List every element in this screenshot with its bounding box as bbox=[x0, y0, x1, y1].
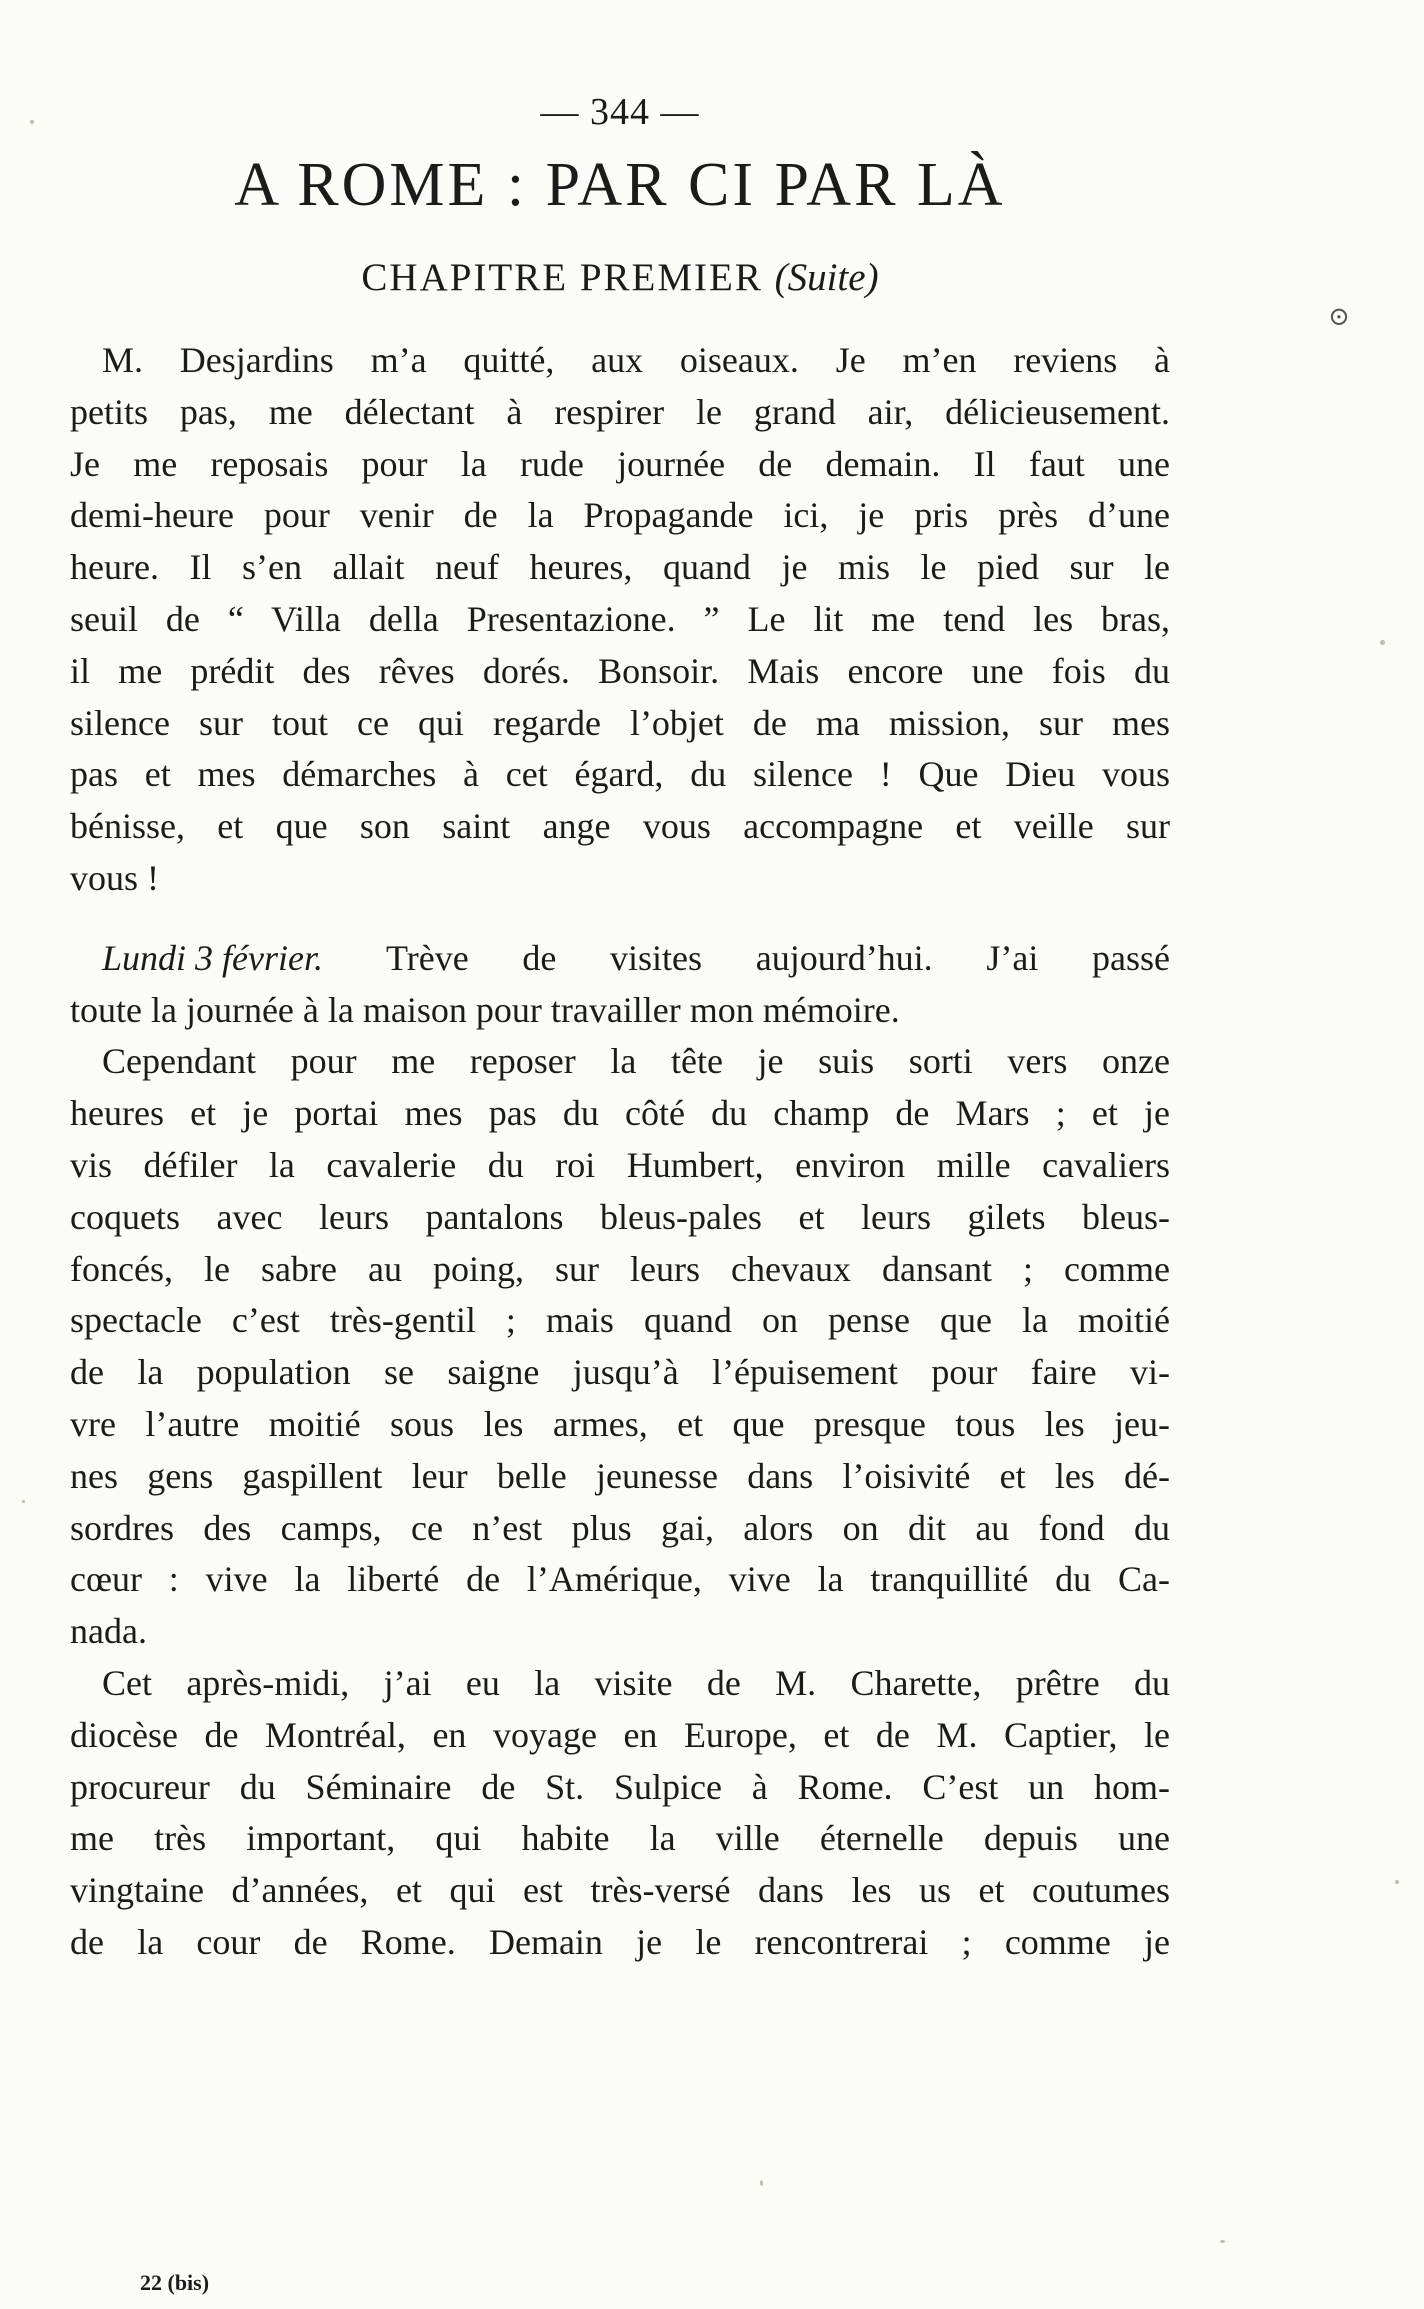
text-line: diocèse de Montréal, en voyage en Europe, et de M. Captier, le bbox=[70, 1714, 1170, 1755]
text-line: Cet après-midi, j’ai eu la visite de M. Charette, prêtre du bbox=[102, 1662, 1170, 1703]
paragraph-gap bbox=[70, 905, 1170, 933]
text-line: cœur : vive la liberté de l’Amérique, vive la tranquillité du Ca- bbox=[70, 1559, 1170, 1600]
text-line: silence sur tout ce qui regarde l’objet de ma mission, sur mes bbox=[70, 702, 1170, 743]
paragraph bbox=[70, 1036, 1170, 1658]
paper-speck bbox=[1395, 1880, 1399, 1884]
paper-speck bbox=[22, 1500, 25, 1503]
paper-speck bbox=[1220, 2240, 1225, 2243]
text-line: coquets avec leurs pantalons bleus-pales et leurs gilets bleus- bbox=[70, 1196, 1170, 1237]
page-number: — 344 — bbox=[540, 91, 700, 133]
text-line: Je me reposais pour la rude journée de demain. Il faut une bbox=[70, 443, 1170, 484]
paragraph bbox=[70, 933, 1170, 1037]
body-text bbox=[70, 335, 1170, 1969]
page-title: A ROME : PAR CI PAR LÀ bbox=[234, 151, 1006, 219]
text-line: M. Desjardins m’a quitté, aux oiseaux. Je m’en reviens à bbox=[102, 340, 1170, 380]
text-line: heure. Il s’en allait neuf heures, quand je mis le pied sur le bbox=[70, 547, 1170, 588]
margin-circle-icon: ⊙ bbox=[1328, 302, 1350, 331]
text-line: pas et mes démarches à cet égard, du silence ! Que Dieu vous bbox=[70, 754, 1170, 795]
text-line: Cependant pour me reposer la tête je suis sorti vers onze bbox=[102, 1041, 1170, 1082]
text-line: spectacle c’est très-gentil ; mais quand on pense que la moitié bbox=[70, 1300, 1170, 1341]
text-line: vre l’autre moitié sous les armes, et que presque tous les jeu- bbox=[70, 1403, 1170, 1444]
chapter-heading bbox=[70, 255, 1170, 300]
text-line: procureur du Séminaire de St. Sulpice à Rome. C’est un hom- bbox=[70, 1766, 1170, 1807]
text-line: vous ! bbox=[70, 857, 159, 898]
text-line: toute la journée à la maison pour travailler mon mémoire. bbox=[70, 989, 900, 1030]
entry-date: Lundi 3 février. bbox=[102, 937, 323, 978]
chapter-suite: (Suite) bbox=[774, 256, 879, 299]
text-line: heures et je portai mes pas du côté du champ de Mars ; et je bbox=[70, 1093, 1170, 1134]
text-line: vingtaine d’années, et qui est très-versé dans les us et coutumes bbox=[70, 1870, 1170, 1911]
text-line: il me prédit des rêves dorés. Bonsoir. Mais encore une fois du bbox=[70, 650, 1170, 691]
text-line bbox=[70, 933, 1170, 985]
text-line: petits pas, me délectant à respirer le grand air, délicieusement. bbox=[70, 391, 1170, 432]
paper-speck bbox=[1380, 640, 1385, 645]
entry-text: Trève de visites aujourd’hui. J’ai passé bbox=[333, 937, 1170, 978]
text-line: nada. bbox=[70, 1611, 147, 1652]
paragraph bbox=[70, 1658, 1170, 1969]
text-line: bénisse, et que son saint ange vous accompagne et veille sur bbox=[70, 806, 1170, 847]
text-line: me très important, qui habite la ville éternelle depuis une bbox=[70, 1818, 1170, 1859]
text-line: de la cour de Rome. Demain je le rencontrerai ; comme je bbox=[70, 1921, 1170, 1962]
text-line: vis défiler la cavalerie du roi Humbert, environ mille cavaliers bbox=[70, 1144, 1170, 1185]
text-line: demi-heure pour venir de la Propagande ici, je pris près d’une bbox=[70, 495, 1170, 536]
paragraph bbox=[70, 335, 1170, 905]
text-line: sordres des camps, ce n’est plus gai, alors on dit au fond du bbox=[70, 1507, 1170, 1548]
paper-speck bbox=[30, 120, 34, 124]
text-line: de la population se saigne jusqu’à l’épuisement pour faire vi- bbox=[70, 1352, 1170, 1393]
paper-speck bbox=[760, 2180, 763, 2186]
text-line: foncés, le sabre au poing, sur leurs chevaux dansant ; comme bbox=[70, 1248, 1170, 1289]
page bbox=[70, 80, 1170, 2280]
chapter-label: CHAPITRE PREMIER bbox=[361, 256, 763, 299]
text-line: seuil de “ Villa della Presentazione. ” Le lit me tend les bras, bbox=[70, 598, 1170, 639]
signature-mark: 22 (bis) bbox=[140, 2270, 210, 2295]
text-line: nes gens gaspillent leur belle jeunesse dans l’oisivité et les dé- bbox=[70, 1455, 1170, 1496]
